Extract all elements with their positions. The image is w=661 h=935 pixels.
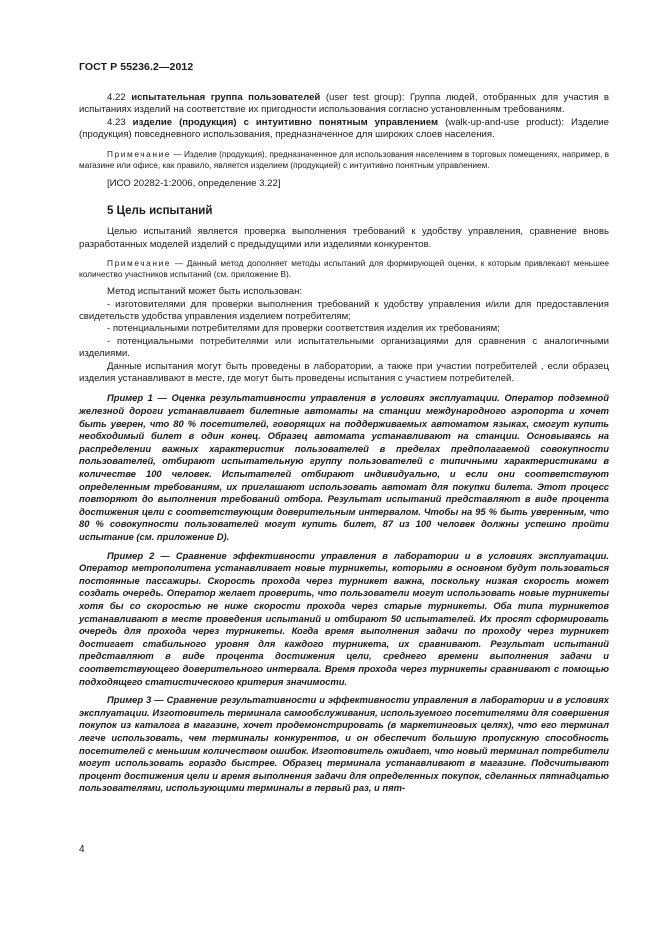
example-2: Пример 2 — Сравнение эффективности управления в лаборатории и в условиях эксплуатации. Оператор метрополитена устанавливает новые турникеты, которыми в основном будут пользоваться постоянные пассажиры. Скорость прохода через турникет важна, поскольку низкая скорость может создать очередь. Оператор желает проверить, что пользователи могут использовать новые турникеты хотя бы со скоростью не ниже скорости прохода через старые турникеты. Оба типа турникетов устанавливают в месте проведения испытаний и отбирают 50 испытателей. Их просят сформировать очередь для прохода через турникеты. Когда время выполнения задачи по проходу через турникет достигает стабильного уровня для каждого турникета, их сравнивают. Результат испытаний представляют в виде процента достижения цели, среднего времени выполнения задачи и соответствующего доверительного интервала. Время прохода через турникеты сравнивают с помощью подходящего статистического критерия значимости. xyxy=(79,549,609,687)
note-text: — Данный метод дополняет методы испытаний для формирующей оценки, к которым привлекают меньшее количество участников испытаний (см. приложение В). xyxy=(79,258,609,280)
reference-citation: [ИСО 20282-1:2006, определение 3.22] xyxy=(107,177,281,189)
list-item: - потенциальными потребителями или испытательными организациями для сравнения с аналогичными изделиями. xyxy=(79,335,609,360)
definition-text: (walk-up-and-use product): Изделие (продукция) повседневного использования, предназначенное для широких слоев населения. xyxy=(79,116,610,141)
paragraph-laboratory: Данные испытания могут быть проведены в лаборатории, а также при участии потребителей , если образец изделия устанавливают в месте, где могут быть проведены испытания с участием потребителей. xyxy=(79,360,609,385)
method-intro: Метод испытаний может быть использован: xyxy=(107,286,303,298)
note-label: Примечание xyxy=(107,148,172,159)
definition-4-22 xyxy=(79,92,609,117)
section-5-heading: 5 Цель испытаний xyxy=(107,205,213,218)
definition-4-23 xyxy=(79,117,609,142)
note-section-5 xyxy=(79,258,609,280)
note-label: Примечание xyxy=(107,258,172,269)
definition-term: изделие (продукция) с интуитивно понятным управлением xyxy=(132,116,439,128)
page-number: 4 xyxy=(79,844,85,855)
definition-text: (user test group): Группа людей, отобранных для участия в испытаниях изделий на соответствие их пригодности использования согласно установленным требованиям. xyxy=(79,92,609,116)
note-definition xyxy=(79,149,609,171)
list-item: - потенциальными потребителями для проверки соответствия изделия их требованиям; xyxy=(107,323,500,335)
list-item: - изготовителями для проверки выполнения требований к удобству управления и/или для предоставления свидетельств удобства управления изделием потребителям; xyxy=(79,298,609,323)
definition-number: 4.23 xyxy=(107,116,126,128)
section-5-paragraph-1: Целью испытаний является проверка выполнения требований к удобству управления, сравнение вновь разработанных моделей изделий с предыдущими или изделиями конкурентов. xyxy=(79,226,609,250)
document-code-header: ГОСТ Р 55236.2—2012 xyxy=(79,61,194,73)
example-1: Пример 1 — Оценка результативности управления в условиях эксплуатации. Оператор подземной железной дороги устанавливает билетные автоматы на станции международного аэропорта и хочет быть уверен, что 80 % посетителей, говорящих на поддерживаемых автоматом языках, смогут купить необходимый билет в один конец. Образец автомата устанавливают на станции. Основываясь на распределении важных характеристик пользователей в пределах предполагаемой совокупности пользователей, отбирают испытательную группу пользователей с типичными характеристиками в количестве 100 человек. Испытателей отбирают индивидуально, и если они соответствуют определенным требованиям, их приглашают использовать автомат для покупки билета. Этот процесс повторяют до выполнения требований отбора. Результат испытаний представляют в виде процента достижения цели с соответствующим доверительным интервалом. Чтобы на 95 % быть уверенным, что 80 % совокупности пользователей могут купить билет, 87 из 100 человек должны успешно пройти испытание (см. приложение D). xyxy=(79,392,609,542)
note-text: — Изделие (продукция), предназначенное для использования населением в торговых помещениях, например, в магазине или офисе, как правило, является изделием (продукцией) с интуитивно понятным управлением. xyxy=(79,148,609,170)
definition-number: 4.22 xyxy=(107,92,126,103)
definition-term: испытательная группа пользователей xyxy=(131,92,321,103)
page-content xyxy=(79,92,609,795)
example-3: Пример 3 — Сравнение результативности и эффективности управления в лаборатории и в условиях эксплуатации. Изготовитель терминала самообслуживания, используемого посетителями для совершения покупок из каталога в магазине, хочет продемонстрировать (в маркетинговых целях), что его терминал легче использовать, чем терминалы конкурентов, и он обеспечит большую пропускную способность посетителей с меньшим количеством ошибок. Изготовитель ожидает, что новый терминал потребители могут использовать гораздо быстрее. Образец терминала устанавливают в магазине. Подсчитывают процент достижения цели и время выполнения задачи для определенных покупок, сделанных пятнадцатью пользователями, использующими терминалы в первый раз, и пят- xyxy=(79,694,609,794)
